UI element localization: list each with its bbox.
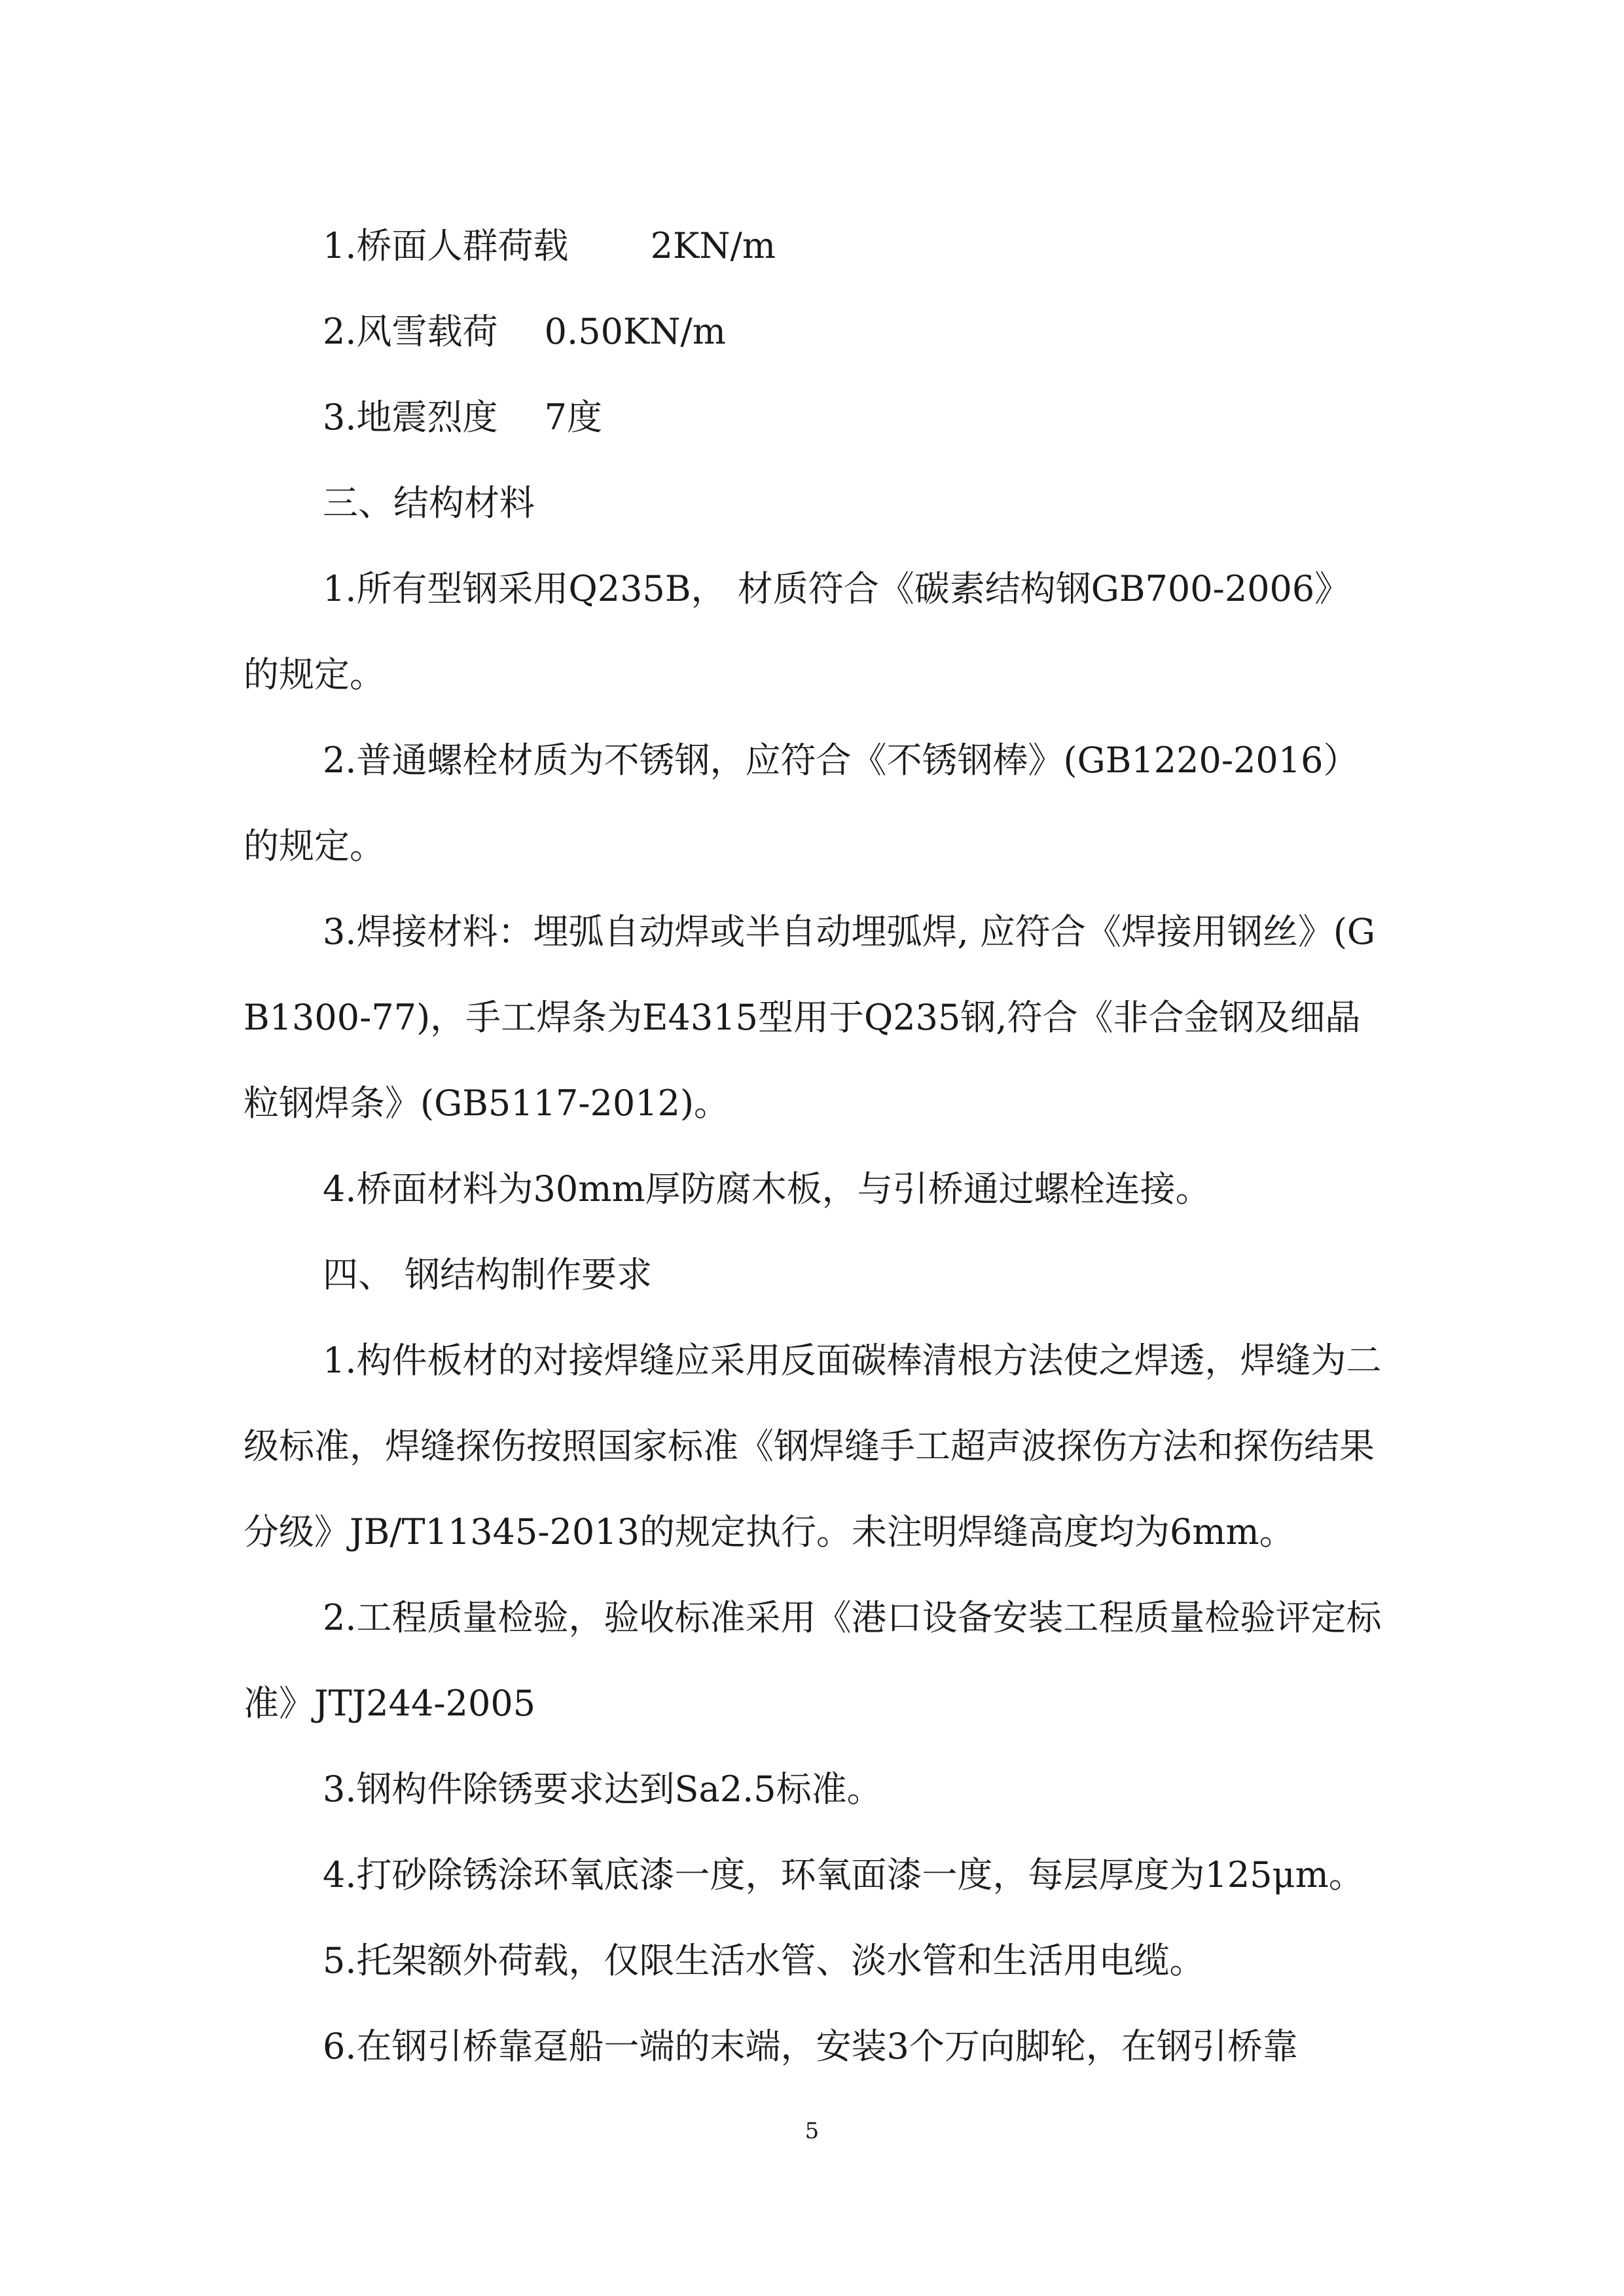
materials-item-bolts: 2.普通螺栓材质为不锈钢，应符合《不锈钢棒》(GB1220-2016）的规定。 <box>244 740 1359 867</box>
load-wind-snow-item: 2.风雪载荷 0.50KN/m <box>323 311 726 352</box>
fabrication-item-coating: 4.打砂除锈涂环氧底漆一度，环氧面漆一度，每层厚度为125μm。 <box>323 1854 1364 1895</box>
fabrication-item-rust-removal: 3.钢构件除锈要求达到Sa2.5标准。 <box>323 1768 882 1810</box>
fabrication-item-inspection: 2.工程质量检验，验收标准采用《港口设备安装工程质量检验评定标准》JTJ244-2005 <box>244 1597 1382 1724</box>
materials-item-deck: 4.桥面材料为30mm厚防腐木板，与引桥通过螺栓连接。 <box>323 1168 1211 1210</box>
materials-item-welding: 3.焊接材料：埋弧自动焊或半自动埋弧焊, 应符合《焊接用钢丝》(GB1300-77)，手工焊条为E4315型用于Q235钢,符合《非合金钢及细晶粒钢焊条》(GB5117-2012)。 <box>244 911 1376 1124</box>
fabrication-item-casters: 6.在钢引桥靠趸船一端的末端，安装3个万向脚轮，在钢引桥靠 <box>323 2026 1298 2067</box>
section-heading-fabrication: 四、 钢结构制作要求 <box>323 1254 653 1295</box>
section-heading-materials: 三、结构材料 <box>323 482 535 524</box>
document-body <box>244 203 1382 2089</box>
page-number: 5 <box>804 2118 820 2144</box>
fabrication-item-welds: 1.构件板材的对接焊缝应采用反面碳棒清根方法使之焊透，焊缝为二级标准，焊缝探伤按照国家标准《钢焊缝手工超声波探伤方法和探伤结果分级》JB/T11345-2013的规定执行。未注明焊缝高度均为6mm。 <box>244 1340 1382 1552</box>
fabrication-item-extra-load: 5.托架额外荷载，仅限生活水管、淡水管和生活用电缆。 <box>323 1940 1205 1981</box>
load-crowd-item: 1.桥面人群荷载 2KN/m <box>323 225 776 266</box>
seismic-intensity-item: 3.地震烈度 7度 <box>323 397 603 438</box>
materials-item-steel: 1.所有型钢采用Q235B， 材质符合《碳素结构钢GB700-2006》的规定。 <box>244 568 1350 695</box>
